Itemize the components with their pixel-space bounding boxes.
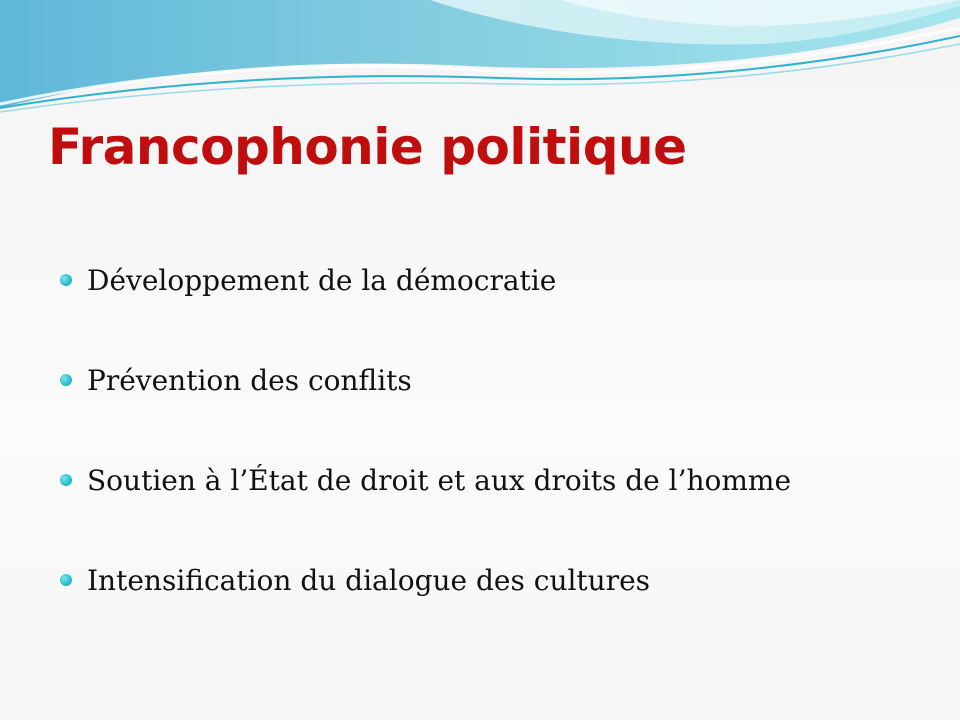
- wave-decoration-icon: [0, 0, 960, 130]
- teal-dot-icon: [60, 474, 72, 486]
- bullet-text: Prévention des conflits: [87, 363, 412, 397]
- bullet-item: [60, 258, 791, 302]
- teal-dot-icon: [60, 574, 72, 586]
- bullet-text: Développement de la démocratie: [87, 263, 557, 297]
- teal-dot-icon: [60, 274, 72, 286]
- bullet-item: [60, 358, 791, 402]
- bullet-item: [60, 458, 791, 502]
- bullet-item: [60, 558, 791, 602]
- slide-title: Francophonie politique: [48, 118, 687, 176]
- bullet-text: Soutien à l’État de droit et aux droits de l’homme: [87, 463, 792, 497]
- bullet-list: [60, 258, 791, 658]
- teal-dot-icon: [60, 374, 72, 386]
- bullet-text: Intensification du dialogue des cultures: [87, 563, 651, 597]
